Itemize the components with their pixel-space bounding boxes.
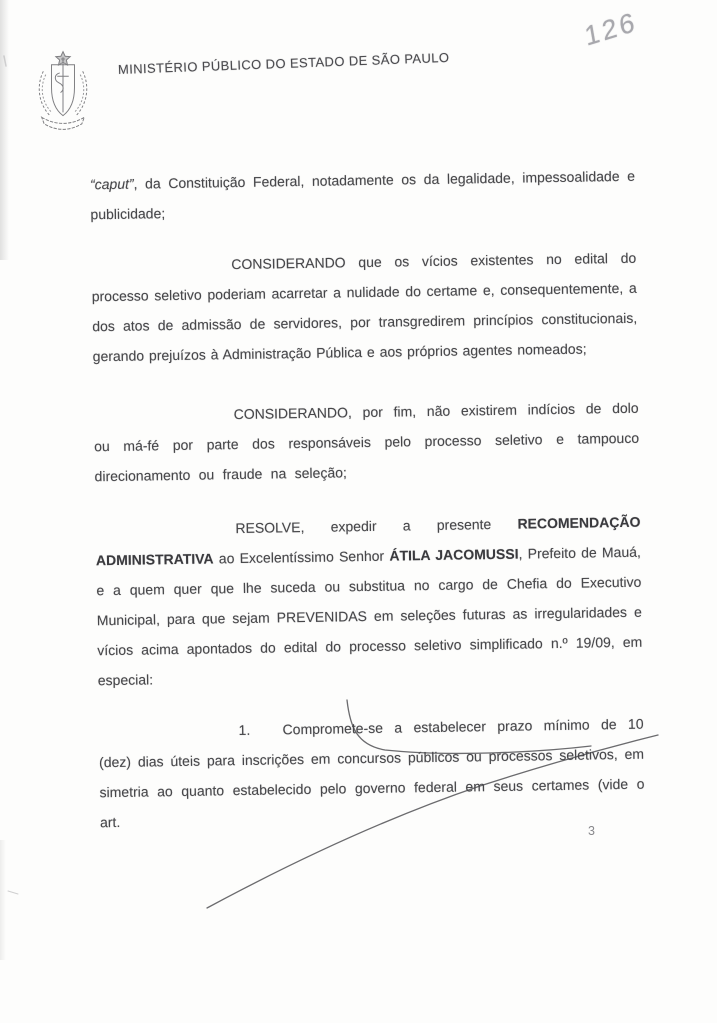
banner — [42, 117, 85, 129]
paragraph-text: , da Constituição Federal, notadamente os da legalidade, impessoalidade e publicidade; — [90, 167, 636, 223]
document-body — [87, 0, 648, 1023]
page-number: 3 — [588, 824, 595, 838]
paragraph-considerando-2 — [93, 393, 639, 492]
scan-edge-artifact — [0, 840, 6, 960]
considerando-lead: CONSIDERANDO — [233, 404, 349, 423]
resolve-lead: RESOLVE — [235, 519, 301, 537]
scan-edge-artifact — [0, 0, 9, 260]
paragraph-resolve — [95, 507, 643, 696]
item-number: 1. — [238, 721, 251, 739]
wreath-right — [76, 71, 87, 115]
paragraph-considerando-1 — [91, 243, 638, 372]
list-item-1 — [98, 709, 645, 838]
paragraph-text: em seleções futuras as irregularidades e vícios acima apontados do edital do processo seletivo simplificado n.º 19/09, em especial: — [97, 603, 643, 689]
handwritten-folio-number: 126 — [582, 6, 640, 52]
prevenidas-term: PREVENIDAS — [276, 608, 368, 626]
letterhead-org-name: MINISTÉRIO PÚBLICO DO ESTADO DE SÃO PAULO — [117, 49, 450, 77]
paragraph-text: , por fim, não existirem indícios de dolo ou má-fé por parte dos responsáveis pelo processo seletivo e tampouco direcionamento ou fraude na seleção; — [93, 399, 640, 485]
paragraph-text: ao Excelentíssimo Senhor — [213, 547, 390, 567]
caput-term: “caput” — [89, 175, 134, 193]
paragraph-text: que os vícios existentes no edital do processo seletivo poderiam acarretar a nulidade do certame e, consequentemente, a dos atos de admissão de servidores, por transgredirem princípios constitucionais, gerando prejuízos à Administração Pública e aos próprios agentes nomeados; — [91, 249, 638, 365]
wreath-left — [39, 71, 50, 115]
mp-sp-coat-of-arms-icon — [30, 50, 96, 132]
mayor-name: ÁTILA JACOMUSSI — [389, 545, 519, 564]
recomendacao-administrativa: RECOMENDAÇÃO ADMINISTRATIVA — [95, 513, 641, 569]
scan-speck — [8, 891, 18, 894]
paragraph-caput — [90, 161, 636, 230]
paragraph-text: , Prefeito de Mauá, e a quem quer que lhe suceda ou substitua no cargo de Chefia do Executivo Municipal, para que sejam — [96, 543, 642, 629]
paragraph-text: , expedir a presente — [300, 515, 518, 536]
item-text: Compromete-se a estabelecer prazo mínimo de 10 (dez) dias úteis para inscrições em concursos públicos ou processos seletivos, em simetria ao quanto estabelecido pelo governo federal em seus certames (vide o art. — [98, 715, 645, 831]
considerando-lead: CONSIDERANDO — [231, 254, 346, 273]
